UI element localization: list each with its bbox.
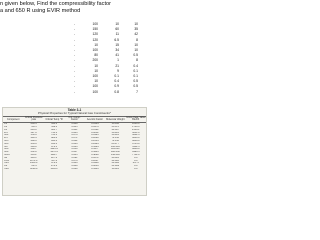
table-cell: 1070.4 <box>50 151 58 154</box>
table-cell: 0.262 <box>71 139 78 142</box>
table-cell: 1300.0 <box>29 162 38 165</box>
table-cell: 227.2 <box>51 156 58 159</box>
column-header: Crit. Comp. Factor <box>64 116 84 123</box>
table-cell: 0.291 <box>71 156 78 159</box>
table-cell: 0.2514 <box>91 139 99 142</box>
table-cell: 0.2994 <box>91 142 99 145</box>
given-cell: 100 <box>92 84 98 89</box>
problem-statement <box>0 1 149 15</box>
table-cell: 396.8 <box>30 145 37 148</box>
given-cell: 10 <box>94 68 98 73</box>
table-cell: 527.9 <box>30 131 37 134</box>
given-cell: 41 <box>115 53 119 58</box>
given-cell: 0.9 <box>114 84 119 89</box>
given-cell: - <box>73 37 75 42</box>
given-cell: 42 <box>134 32 138 37</box>
table-cell: nC4 <box>4 134 9 137</box>
table-cell: 0.0 <box>134 156 138 159</box>
table-cell: 305.2 <box>30 153 37 156</box>
table-cell: 0.283 <box>71 131 78 134</box>
table-cell: 0.264 <box>71 142 78 145</box>
table-cell: 72.150 <box>111 137 119 140</box>
table-cell: 0.3443 <box>91 167 99 170</box>
scan-table-title: Table 3-1 <box>67 108 82 112</box>
given-row <box>58 90 138 95</box>
table-cell: 3251.9 <box>132 131 140 134</box>
table-cell: 128.258 <box>110 151 120 154</box>
given-cell: - <box>73 32 75 37</box>
given-cell: 200 <box>92 58 98 63</box>
table-cell: 845.4 <box>51 139 58 142</box>
given-cell: 9 <box>117 68 119 73</box>
table-cell: 550.6 <box>30 134 37 137</box>
column-header: Gross Heat. Value Btu/ft3 <box>126 115 146 122</box>
table-cell: 665.7 <box>51 128 58 131</box>
given-cell: 10 <box>134 22 138 26</box>
table-cell: 0.0948 <box>91 162 99 165</box>
column-header: Molecular Weight <box>105 116 125 123</box>
table-cell: C2 <box>4 126 8 128</box>
table-cell: 637.1 <box>132 162 139 165</box>
table-cell: 142.285 <box>110 153 120 156</box>
table-cell: 4008.9 <box>132 139 140 142</box>
given-cell: 8 <box>136 58 138 63</box>
table-cell: 5502.5 <box>132 145 140 148</box>
table-cell: 100.204 <box>110 145 120 148</box>
table-cell: 16.043 <box>111 122 119 126</box>
given-cell: 11 <box>115 32 119 37</box>
given-cell: 10 <box>94 42 98 47</box>
table-cell: 0.229 <box>71 167 78 170</box>
table-cell: 4755.9 <box>132 142 140 145</box>
column-header: Critical Pressure psia <box>24 115 43 122</box>
table-cell: 28.013 <box>111 156 119 159</box>
column-header: Acentric Factor <box>85 116 105 123</box>
table-cell: 731.4 <box>30 165 37 168</box>
given-cell: 100 <box>92 48 98 53</box>
table-cell: 331.8 <box>30 151 37 154</box>
given-cell: 120 <box>92 37 98 42</box>
table-cell: 58.123 <box>111 134 119 137</box>
given-cell: 60 <box>115 27 119 32</box>
table-cell: 0.288 <box>71 165 78 168</box>
table-cell: 0.271 <box>71 137 78 140</box>
table-cell: 0.259 <box>71 148 78 151</box>
given-cell: 100 <box>92 89 98 94</box>
table-cell: 672.4 <box>51 162 58 165</box>
table-cell: 734.1 <box>51 131 58 134</box>
table-cell: 490.4 <box>30 137 37 140</box>
table-cell: iC5 <box>4 137 8 140</box>
table-cell: 3262.3 <box>132 134 140 137</box>
given-cell: 0.4 <box>133 63 138 68</box>
scan-table-subtitle: Physical Properties for Typical Natural Gas Constituents* <box>38 111 111 116</box>
table-cell: 0.245 <box>71 153 78 156</box>
given-cell: - <box>73 79 75 84</box>
table-cell: 31.999 <box>111 165 119 168</box>
given-cell: 34 <box>115 48 119 53</box>
table-cell: C1 <box>4 122 8 126</box>
table-cell: 114.231 <box>111 148 120 151</box>
table-cell: N2 <box>4 156 8 159</box>
table-cell: 0.1852 <box>91 131 99 134</box>
table-cell: 828.8 <box>51 137 58 140</box>
heading-line-2: a and 650 R using EVIR method <box>0 8 81 14</box>
given-cell: - <box>73 84 75 89</box>
given-cell: 0.5 <box>133 79 138 84</box>
table-cell: C3 <box>4 128 8 131</box>
table-cell: 547.6 <box>51 159 58 162</box>
table-cell: 1023.9 <box>50 148 58 151</box>
table-cell: 1111.7 <box>50 153 58 156</box>
given-cell: - <box>73 48 75 53</box>
given-cell: - <box>73 58 75 63</box>
given-cell: 35 <box>134 27 138 32</box>
table-row <box>3 168 146 171</box>
table-cell: 0.2667 <box>91 159 99 162</box>
table-cell: 0.288 <box>71 122 78 126</box>
table-cell: H2S <box>4 162 9 165</box>
table-cell: 0.4898 <box>91 153 99 156</box>
given-cell: 1 <box>117 58 119 63</box>
table-cell: 278.2 <box>51 165 58 168</box>
given-cell: 21 <box>115 63 119 68</box>
table-cell: 7742.9 <box>132 153 140 156</box>
given-composition-table <box>58 22 138 95</box>
table-cell: 913.4 <box>51 142 58 145</box>
table-cell: 360.7 <box>30 148 37 151</box>
table-cell: nC9 <box>4 151 9 154</box>
table-cell: 488.6 <box>30 139 37 142</box>
heading-line-1: n given below, Find the compressibility factor <box>0 1 111 7</box>
given-cell: - <box>73 74 75 79</box>
table-cell: 0.0372 <box>91 156 99 159</box>
table-cell: 706.5 <box>30 126 37 128</box>
table-cell: 44.010 <box>111 159 119 162</box>
table-cell: 0.4445 <box>91 151 99 154</box>
table-cell: CO2 <box>4 159 9 162</box>
table-cell: nC8 <box>4 148 9 151</box>
given-cell: - <box>73 42 75 47</box>
given-cell: 10 <box>134 48 138 53</box>
given-cell: 100 <box>92 22 98 26</box>
given-cell: 80 <box>94 53 98 58</box>
physical-properties-table <box>3 116 146 171</box>
table-cell: 1769.6 <box>132 126 140 128</box>
table-cell: 616.0 <box>30 128 37 131</box>
given-cell: 10 <box>94 79 98 84</box>
table-cell: 0.247 <box>71 151 78 154</box>
given-cell: 10 <box>134 42 138 47</box>
table-cell: 0.1995 <box>91 134 99 137</box>
table-cell: 30.070 <box>111 126 119 128</box>
table-cell: nC5 <box>4 139 9 142</box>
textbook-table-scan <box>2 107 147 196</box>
given-cell: 0.1 <box>114 74 119 79</box>
table-cell: 44.097 <box>111 128 119 131</box>
given-cell: - <box>73 68 75 73</box>
given-cell: 100 <box>92 74 98 79</box>
table-cell: 0.0 <box>134 167 138 170</box>
table-cell: 58.123 <box>111 131 119 134</box>
table-cell: nC7 <box>4 145 9 148</box>
column-header: Critical Temp °R <box>44 116 64 123</box>
table-cell: 0.3977 <box>91 148 99 151</box>
table-cell: 0.0979 <box>91 126 99 128</box>
table-cell: 34.082 <box>111 162 119 165</box>
given-cell: 6.5 <box>114 37 119 42</box>
table-cell: 0.284 <box>71 162 78 165</box>
given-cell: 0.5 <box>133 53 138 58</box>
table-cell: H2O <box>4 167 9 170</box>
table-cell: 1165.1 <box>50 167 58 170</box>
table-cell: 0.285 <box>71 126 78 128</box>
table-cell: 0.0216 <box>91 165 99 168</box>
table-cell: 18.015 <box>111 167 119 170</box>
given-cell: 0.5 <box>133 84 138 89</box>
given-cell: 120 <box>92 32 98 37</box>
table-cell: 765.3 <box>51 134 58 137</box>
table-cell: 3198.8 <box>29 167 38 170</box>
table-cell: 2516.1 <box>132 128 140 131</box>
table-cell: 1071.0 <box>29 159 38 162</box>
column-header: Component <box>3 116 23 123</box>
table-cell: 493.1 <box>30 156 37 159</box>
table-cell: 86.177 <box>111 142 119 145</box>
table-cell: nC6 <box>4 142 9 145</box>
given-cell: - <box>73 22 75 26</box>
table-cell: 0.0104 <box>91 122 99 126</box>
table-cell: 972.5 <box>51 145 58 148</box>
given-cell: - <box>73 27 75 32</box>
table-cell: 0.0 <box>134 159 138 162</box>
table-cell: 0.0 <box>134 165 138 168</box>
given-cell: - <box>73 53 75 58</box>
table-cell: 6996.5 <box>132 151 140 154</box>
table-cell: 6248.9 <box>132 148 140 151</box>
given-cell: 15 <box>115 42 119 47</box>
table-cell: 4000.9 <box>132 137 140 140</box>
table-cell: 0.2280 <box>91 137 99 140</box>
given-cell: 0.1 <box>133 68 138 73</box>
table-cell: 436.9 <box>30 142 37 145</box>
table-cell: 343.0 <box>51 122 58 126</box>
table-cell: 0.281 <box>71 128 78 131</box>
given-cell: 8 <box>136 37 138 42</box>
table-cell: 0.274 <box>71 134 78 137</box>
given-cell: 0.1 <box>133 74 138 79</box>
table-cell: 0.274 <box>71 159 78 162</box>
table-cell: 666.4 <box>30 122 37 126</box>
table-cell: 72.150 <box>111 139 119 142</box>
table-cell: 1010.0 <box>132 122 140 126</box>
table-cell: 0.1522 <box>91 128 99 131</box>
given-cell: 10 <box>115 22 119 26</box>
given-cell: 0.4 <box>114 79 119 84</box>
table-cell: O2 <box>4 165 8 168</box>
table-cell: 0.3494 <box>91 145 99 148</box>
given-cell: - <box>73 89 75 94</box>
given-cell: 10 <box>94 63 98 68</box>
table-cell: 0.263 <box>71 145 78 148</box>
table-cell: 549.6 <box>51 126 58 128</box>
given-cell: - <box>73 63 75 68</box>
given-cell: 7 <box>136 89 138 94</box>
given-cell: 150 <box>92 27 98 32</box>
table-cell: nC10 <box>4 153 10 156</box>
table-cell: iC4 <box>4 131 8 134</box>
given-cell: 0.8 <box>114 89 119 94</box>
